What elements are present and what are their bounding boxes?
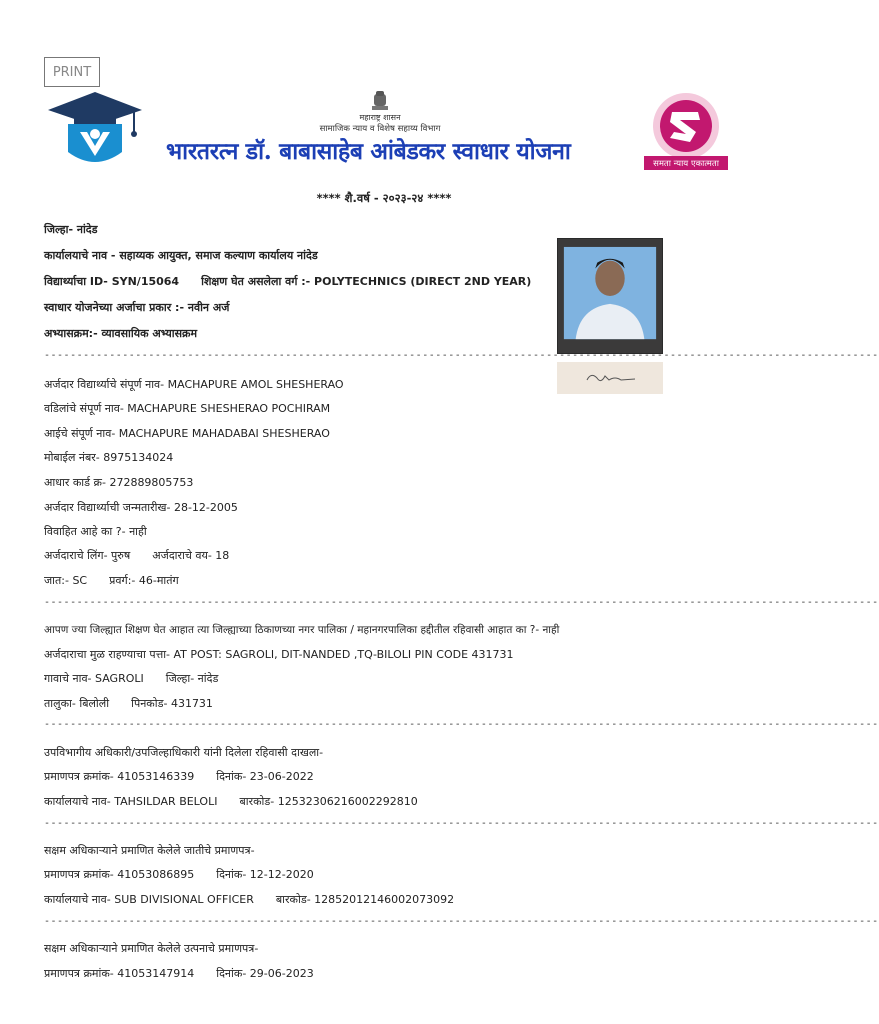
divider: --------------------------------------------------------------------------------------------------------------------------------: [44, 350, 879, 361]
office-name: कार्यालयाचे नाव - सहाय्यक आयुक्त, समाज कल्याण कार्यालय नांदेड: [44, 249, 318, 262]
domicile-office-row: [44, 794, 418, 809]
permanent-address: अर्जदाराचा मुळ राहण्याचा पत्ता- AT POST: SAGROLI, DIT-NANDED ,TQ-BILOLI PIN CODE 431731: [44, 648, 514, 661]
student-id-row: [44, 274, 531, 289]
applicant-name: अर्जदार विद्यार्थ्याचे संपूर्ण नाव- MACHAPURE AMOL SHESHERAO: [44, 378, 344, 391]
caste-cert-date: दिनांक- 12-12-2020: [216, 868, 314, 881]
caste-office-row: [44, 892, 454, 907]
course: अभ्यासक्रम:- व्यावसायिक अभ्यासक्रम: [44, 327, 198, 340]
social-justice-logo-icon: [640, 92, 732, 172]
income-cert-date: दिनांक- 29-06-2023: [216, 967, 314, 980]
taluka: तालुका- बिलोली: [44, 697, 110, 710]
caste-cert-title: सक्षम अधिकाऱ्याने प्रमाणित केलेले जातीचे प्रमाणपत्र-: [44, 844, 255, 857]
divider: --------------------------------------------------------------------------------------------------------------------------------: [44, 597, 879, 608]
date-of-birth: अर्जदार विद्यार्थ्याची जन्मतारीख- 28-12-2005: [44, 501, 238, 514]
scheme-title: भारतरत्न डॉ. बाबासाहेब आंबेडकर स्वाधार योजना: [166, 138, 571, 165]
village-row: [44, 671, 218, 686]
government-name: महाराष्ट्र शासन: [359, 113, 401, 122]
print-button[interactable]: PRINT: [44, 57, 100, 87]
resident-question: आपण ज्या जिल्ह्यात शिक्षण घेत आहात त्या जिल्ह्याच्या ठिकाणच्या नगर पालिका / महानगरपालिका हद्दीतील रहिवासी आहात का ?- नाही: [44, 624, 560, 636]
domicile-title: उपविभागीय अधिकारी/उपजिल्हाधिकारी यांनी दिलेला रहिवासी दाखला-: [44, 746, 324, 759]
caste-cert-row: [44, 867, 314, 882]
taluka-row: [44, 696, 213, 711]
mobile-number: मोबाईल नंबर- 8975134024: [44, 451, 174, 464]
national-emblem-icon: [369, 90, 391, 114]
class-info: शिक्षण घेत असलेला वर्ग :- POLYTECHNICS (DIRECT 2ND YEAR): [201, 275, 532, 288]
category: प्रवर्ग:- 46-मातंग: [109, 574, 179, 587]
application-type: स्वाधार योजनेच्या अर्जाचा प्रकार :- नवीन अर्ज: [44, 301, 230, 314]
domicile-office: कार्यालयाचे नाव- TAHSILDAR BELOLI: [44, 795, 218, 808]
income-cert-row: [44, 966, 314, 981]
domicile-date: दिनांक- 23-06-2022: [216, 770, 314, 783]
domicile-cert-no: प्रमाणपत्र क्रमांक- 41053146339: [44, 770, 195, 783]
department-name: सामाजिक न्याय व विशेष सहाय्य विभाग: [319, 124, 441, 134]
logo-caption: समता न्याय एकात्मता: [653, 159, 719, 169]
divider: --------------------------------------------------------------------------------------------------------------------------------: [44, 916, 879, 927]
father-name: वडिलांचे संपूर्ण नाव- MACHAPURE SHESHERAO POCHIRAM: [44, 402, 331, 415]
domicile-cert-row: [44, 769, 314, 784]
caste-row: [44, 573, 179, 588]
pincode: पिनकोड- 431731: [131, 697, 213, 710]
gender: अर्जदाराचे लिंग- पुरुष: [44, 549, 131, 562]
student-id: विद्यार्थ्याचा ID- SYN/15064: [44, 275, 180, 288]
applicant-photo: [557, 238, 663, 354]
caste: जात:- SC: [44, 574, 88, 587]
aadhaar-number: आधार कार्ड क्र- 272889805753: [44, 476, 194, 489]
district-summary: जिल्हा- नांदेड: [44, 223, 98, 236]
divider: --------------------------------------------------------------------------------------------------------------------------------: [44, 818, 879, 829]
income-cert-no: प्रमाणपत्र क्रमांक- 41053147914: [44, 967, 195, 980]
age: अर्जदाराचे वय- 18: [152, 549, 230, 562]
caste-cert-office: कार्यालयाचे नाव- SUB DIVISIONAL OFFICER: [44, 893, 254, 906]
education-logo-icon: [46, 90, 144, 172]
divider: --------------------------------------------------------------------------------------------------------------------------------: [44, 719, 879, 730]
domicile-barcode: बारकोड- 12532306216002292810: [239, 795, 418, 808]
caste-cert-barcode: बारकोड- 12852012146002073092: [275, 893, 455, 906]
caste-cert-no: प्रमाणपत्र क्रमांक- 41053086895: [44, 868, 195, 881]
marital-status: विवाहित आहे का ?- नाही: [44, 525, 147, 538]
mother-name: आईचे संपूर्ण नाव- MACHAPURE MAHADABAI SHESHERAO: [44, 427, 330, 440]
academic-year: **** शै.वर्ष - २०२३-२४ ****: [316, 191, 452, 205]
income-cert-title: सक्षम अधिकाऱ्याने प्रमाणित केलेले उत्पनाचे प्रमाणपत्र-: [44, 942, 259, 955]
address-district: जिल्हा- नांदेड: [165, 672, 219, 685]
gender-age-row: [44, 548, 229, 563]
applicant-signature: [557, 362, 663, 394]
government-header: [290, 90, 470, 134]
village-name: गावाचे नाव- SAGROLI: [44, 672, 144, 685]
